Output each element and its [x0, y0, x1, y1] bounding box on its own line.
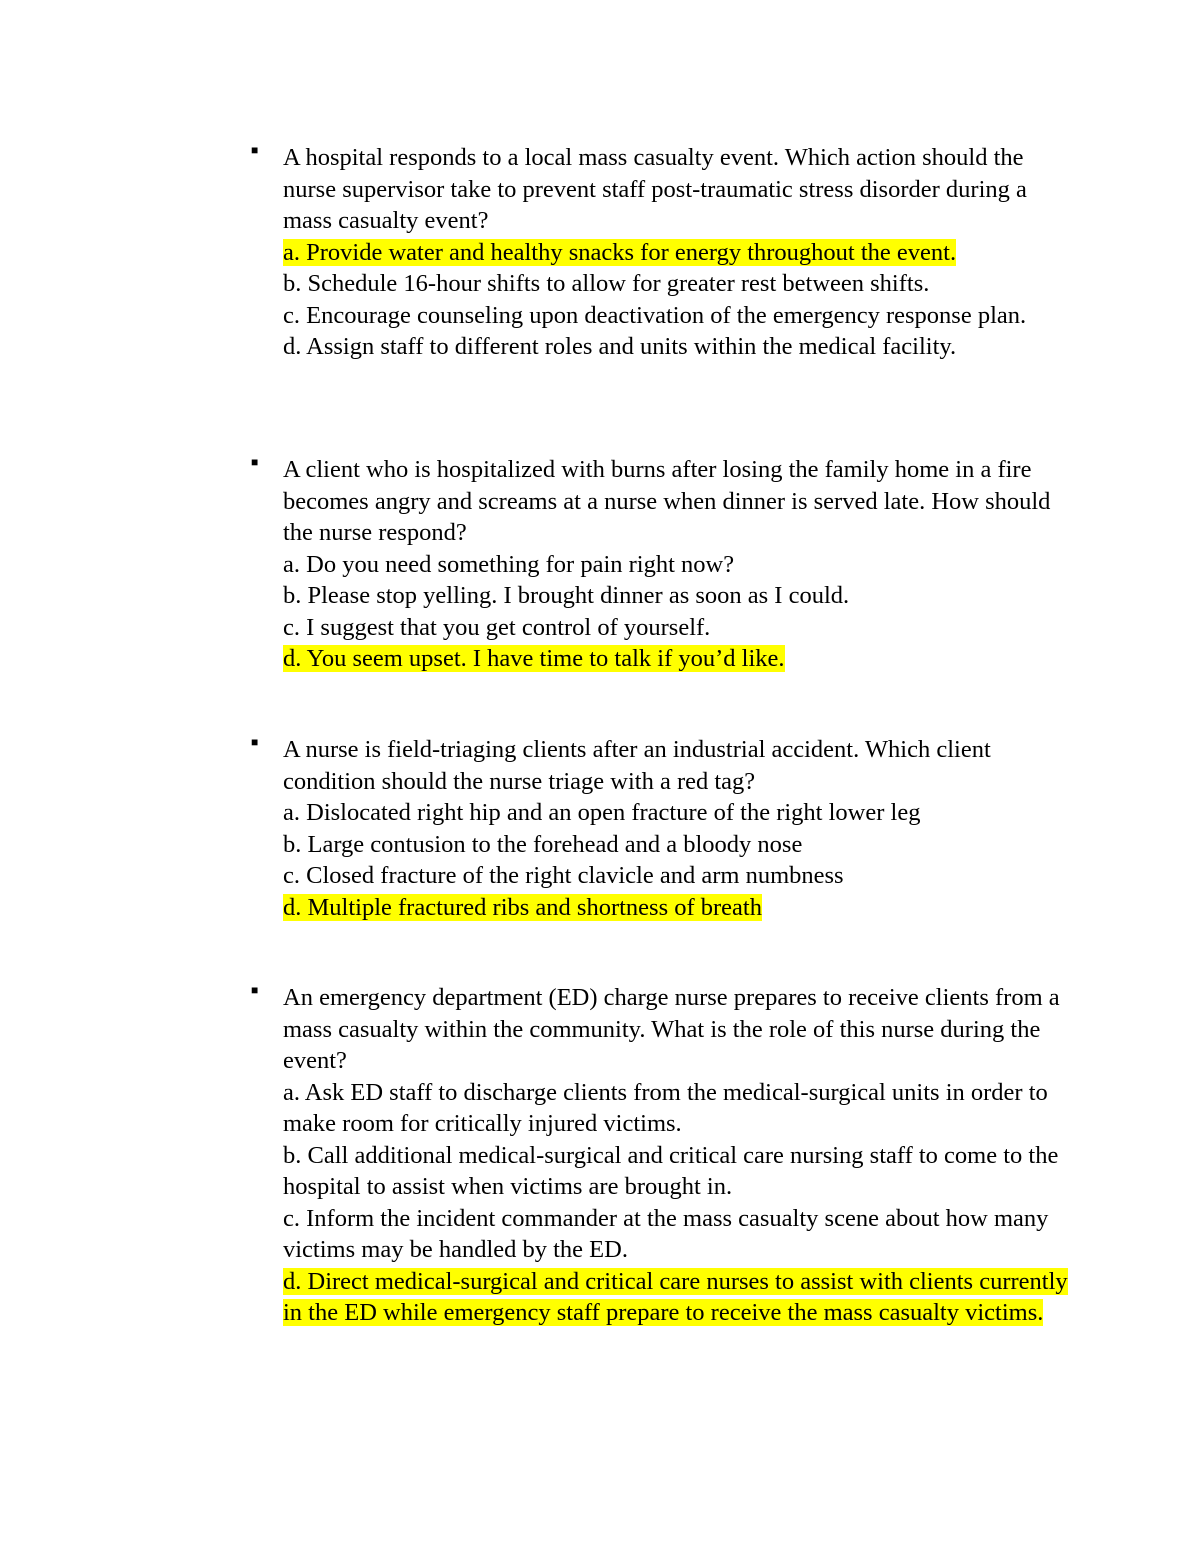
question-stem: A nurse is field-triaging clients after an industrial accident. Which client condition should the nurse triage with a red tag? — [283, 736, 991, 795]
answer-option-b: b. Please stop yelling. I brought dinner as soon as I could. — [283, 582, 850, 609]
question-2 — [251, 454, 1073, 675]
bullet-icon: ■ — [251, 983, 259, 997]
answer-option-d — [283, 643, 1073, 675]
question-stem: An emergency department (ED) charge nurse prepares to receive clients from a mass casualty within the community. What is the role of this nurse during the event? — [283, 984, 1060, 1074]
answer-option-a: a. Do you need something for pain right now? — [283, 550, 735, 578]
bullet-icon: ■ — [251, 455, 259, 469]
answer-option-a — [283, 237, 1073, 269]
question-stem: A client who is hospitalized with burns after losing the family home in a fire becomes angry and screams at a nurse when dinner is served late. How should the nurse respond? — [283, 456, 1051, 546]
answer-option-d — [283, 892, 1073, 924]
question-stem: A hospital responds to a local mass casualty event. Which action should the nurse supervisor take to prevent staff post-traumatic stress disorder during a mass casualty event? — [283, 144, 1027, 234]
highlighted-answer: d. You seem upset. I have time to talk if you’d like. — [283, 645, 785, 672]
answer-option-b: b. Large contusion to the forehead and a bloody nose — [283, 830, 803, 858]
answer-option-a: a. Ask ED staff to discharge clients from the medical-surgical units in order to make room for critically injured victims. — [283, 1078, 1048, 1137]
answer-option-c: c. Inform the incident commander at the mass casualty scene about how many victims may be handled by the ED. — [283, 1204, 1049, 1263]
question-1 — [251, 142, 1073, 363]
question-4 — [251, 982, 1073, 1329]
answer-option-b: b. Call additional medical-surgical and critical care nursing staff to come to the hospital to assist when victims are brought in. — [283, 1141, 1059, 1200]
answer-option-c: c. I suggest that you get control of yourself. — [283, 613, 711, 641]
answer-option-a: a. Dislocated right hip and an open fracture of the right lower leg — [283, 799, 921, 826]
answer-option-b: b. Schedule 16-hour shifts to allow for greater rest between shifts. — [283, 270, 930, 297]
bullet-icon: ■ — [251, 143, 259, 157]
highlighted-answer: d. Multiple fractured ribs and shortness of breath — [283, 893, 762, 921]
answer-option-c: c. Closed fracture of the right clavicle and arm numbness — [283, 862, 844, 889]
answer-option-c: c. Encourage counseling upon deactivation of the emergency response plan. — [283, 301, 1027, 329]
answer-option-d: d. Assign staff to different roles and units within the medical facility. — [283, 333, 957, 360]
question-3 — [251, 734, 1073, 923]
bullet-icon: ■ — [251, 735, 259, 749]
highlighted-answer: d. Direct medical-surgical and critical care nurses to assist with clients currently in the ED while emergency staff prepare to receive the mass casualty victims. — [283, 1267, 1068, 1326]
answer-option-d — [283, 1266, 1073, 1329]
highlighted-answer: a. Provide water and healthy snacks for energy throughout the event. — [283, 238, 957, 266]
